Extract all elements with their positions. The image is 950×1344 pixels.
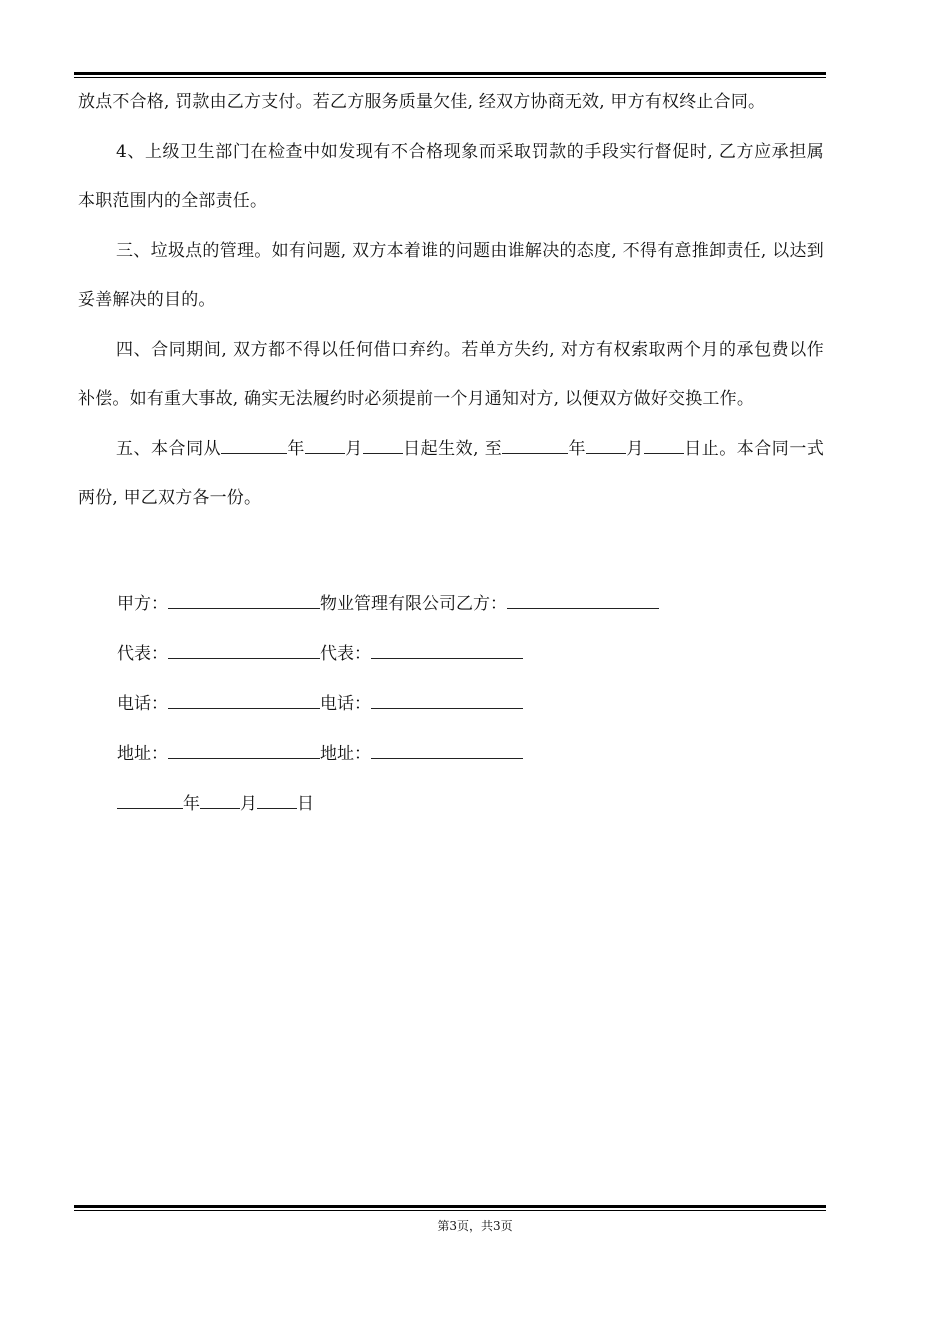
address-b-label: 地址： xyxy=(320,744,371,764)
month-label: 月 xyxy=(626,438,644,459)
company-suffix: 物业管理有限公司 xyxy=(320,594,456,614)
sign-month-blank[interactable] xyxy=(200,790,240,809)
party-b-blank[interactable] xyxy=(507,590,659,609)
rep-b-label: 代表： xyxy=(320,644,371,664)
sign-year-blank[interactable] xyxy=(117,790,183,809)
year-label: 年 xyxy=(287,438,305,459)
end-day-blank[interactable] xyxy=(644,435,684,454)
address-a-label: 地址： xyxy=(117,744,168,764)
paragraph-item-4: 4、上级卫生部门在检查中如发现有不合格现象而采取罚款的手段实行督促时, 乙方应承担属本职范围内的全部责任。 xyxy=(78,141,824,211)
signature-party-row xyxy=(117,589,659,614)
end-year-blank[interactable] xyxy=(502,435,568,454)
rep-a-blank[interactable] xyxy=(168,640,320,659)
party-a-label: 甲方： xyxy=(117,594,168,614)
start-text: 日起生效, 至 xyxy=(402,438,503,459)
party-b-label: 乙方： xyxy=(456,594,507,614)
end-text: 日止。本合同一式两份, 甲乙双方各一份。 xyxy=(78,438,825,508)
sign-year-label: 年 xyxy=(183,794,200,814)
contract-body xyxy=(78,78,824,524)
phone-b-label: 电话： xyxy=(320,694,371,714)
rep-b-blank[interactable] xyxy=(371,640,523,659)
sign-day-label: 日 xyxy=(297,794,314,814)
end-month-blank[interactable] xyxy=(586,435,626,454)
rep-a-label: 代表： xyxy=(117,644,168,664)
start-month-blank[interactable] xyxy=(305,435,345,454)
sign-month-label: 月 xyxy=(240,794,257,814)
clause5-intro: 五、本合同从 xyxy=(116,438,222,459)
year-label: 年 xyxy=(568,438,587,459)
address-a-blank[interactable] xyxy=(168,740,320,759)
start-year-blank[interactable] xyxy=(221,435,287,454)
paragraph-clause-3: 三、垃圾点的管理。如有问题, 双方本着谁的问题由谁解决的态度, 不得有意推卸责任, 以达到妥善解决的目的。 xyxy=(78,240,824,310)
sign-day-blank[interactable] xyxy=(257,790,297,809)
page-number: 第3页，共3页 xyxy=(437,1219,513,1233)
paragraph-clause-4: 四、合同期间, 双方都不得以任何借口弃约。若单方失约, 对方有权索取两个月的承包费以作补偿。如有重大事故, 确实无法履约时必须提前一个月通知对方, 以便双方做好交换工作。 xyxy=(78,339,824,409)
paragraph-clause-5 xyxy=(78,425,824,524)
start-day-blank[interactable] xyxy=(363,435,403,454)
signature-phone-row xyxy=(117,689,523,714)
paragraph-continuation: 放点不合格, 罚款由乙方支付。若乙方服务质量欠佳, 经双方协商无效, 甲方有权终止合同。 xyxy=(78,92,766,112)
month-label: 月 xyxy=(344,438,363,459)
signature-date-row xyxy=(117,789,314,814)
phone-b-blank[interactable] xyxy=(371,690,523,709)
footer-rule xyxy=(74,1205,826,1211)
signature-rep-row xyxy=(117,639,523,664)
phone-a-label: 电话： xyxy=(117,694,168,714)
party-a-blank[interactable] xyxy=(168,590,320,609)
signature-address-row xyxy=(117,739,523,764)
address-b-blank[interactable] xyxy=(371,740,523,759)
phone-a-blank[interactable] xyxy=(168,690,320,709)
